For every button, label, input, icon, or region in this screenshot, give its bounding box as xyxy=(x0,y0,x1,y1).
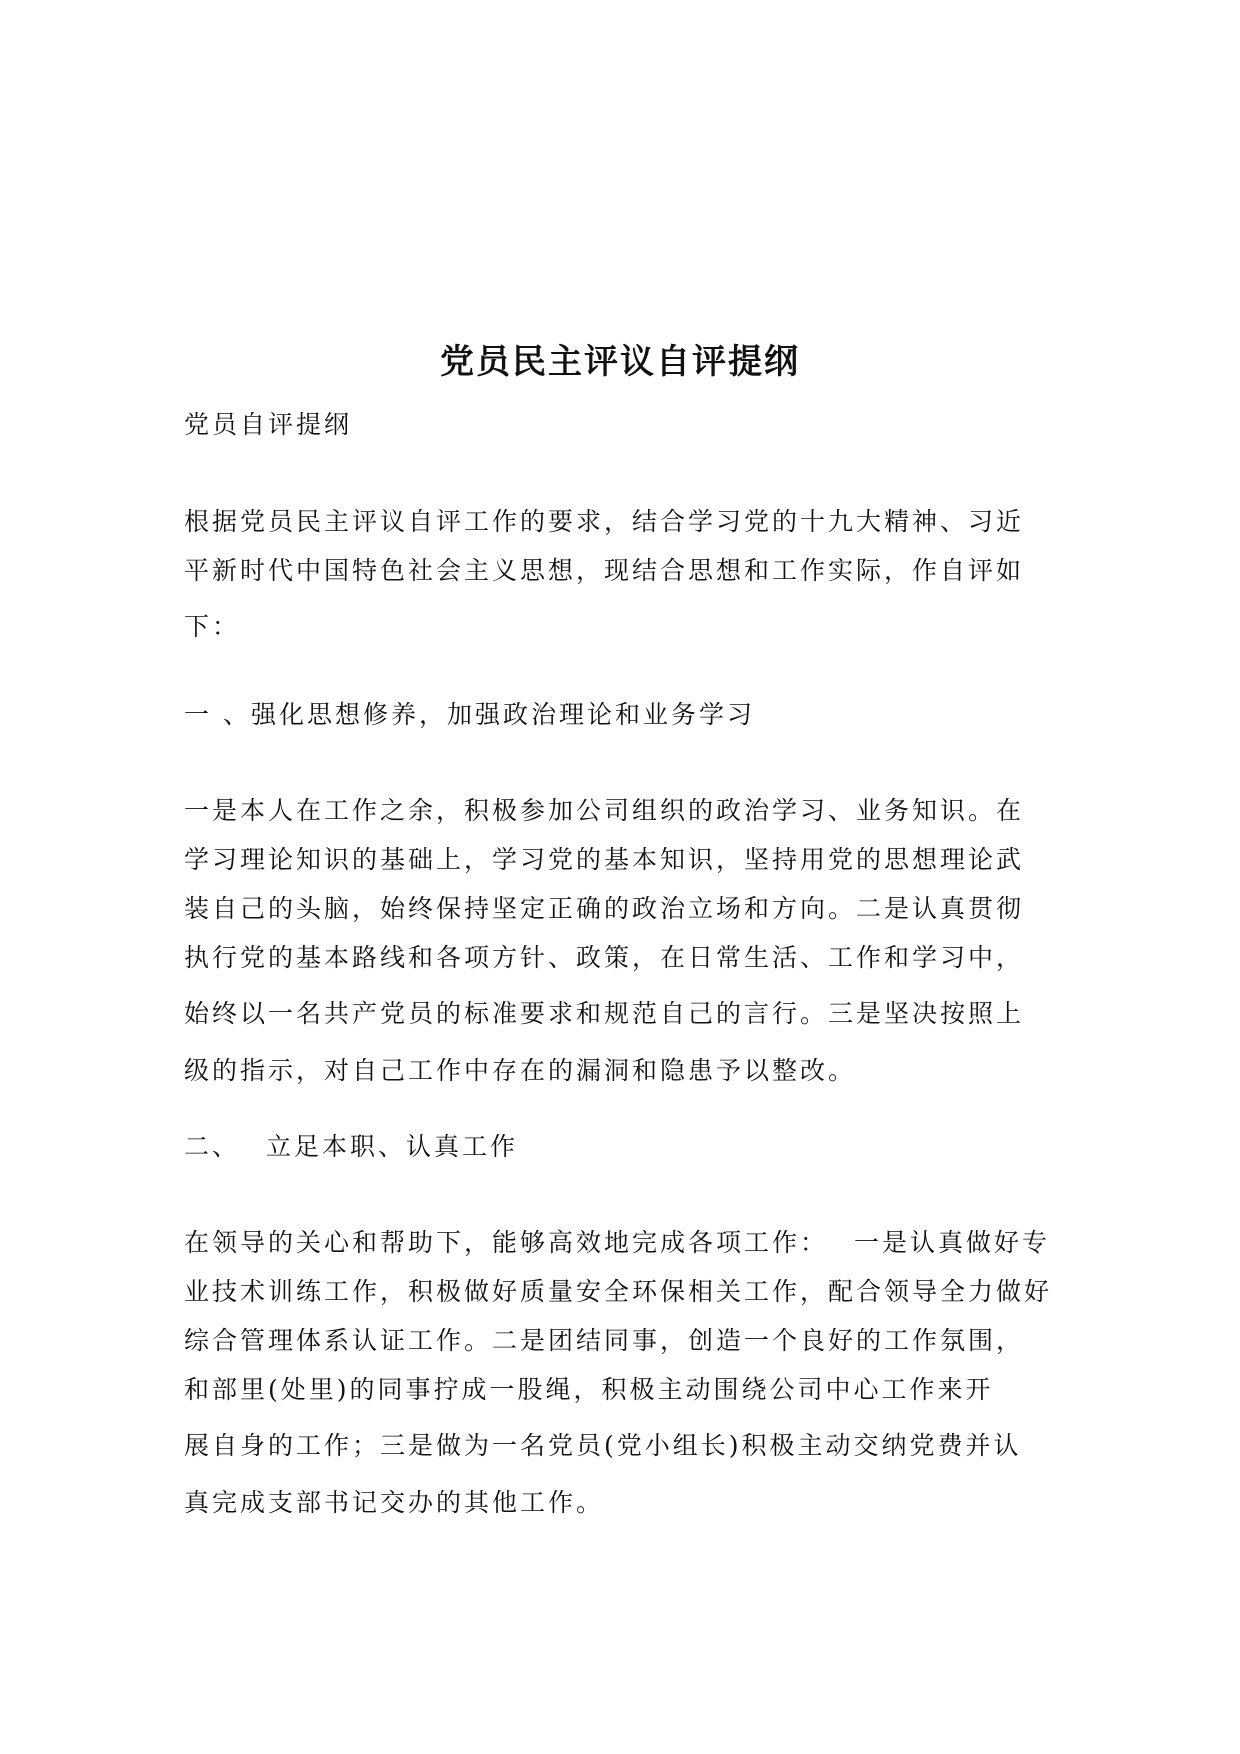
section-2-line-2: 业技术训练工作，积极做好质量安全环保相关工作，配合领导全力做好 xyxy=(184,1277,1053,1306)
document-subtitle xyxy=(184,400,1064,449)
section-1-line-5: 始终以一名共产党员的标准要求和规范自己的言行。三是坚决按照上 xyxy=(184,999,1025,1028)
intro-line-1: 根据党员民主评议自评工作的要求，结合学习党的十九大精神、习近 xyxy=(184,507,1025,536)
section-2-heading-line xyxy=(184,1122,1064,1171)
section-2-line-4: 和部里(处里)的同事拧成一股绳，积极主动围绕公司中心工作来开 xyxy=(184,1375,994,1404)
intro-line-2: 平新时代中国特色社会主义思想，现结合思想和工作实际，作自评如 xyxy=(184,556,1025,585)
subtitle-line: 党员自评提纲 xyxy=(184,410,353,439)
section-2-line-3: 综合管理体系认证工作。二是团结同事，创造一个良好的工作氛围， xyxy=(184,1326,1025,1355)
section-1-line-1: 一是本人在工作之余，积极参加公司组织的政治学习、业务知识。在 xyxy=(184,796,1025,825)
section-1-line-3: 装自己的头脑，始终保持坚定正确的政治立场和方向。二是认真贯彻 xyxy=(184,894,1025,923)
intro-line-3: 下： xyxy=(184,612,241,641)
section-2-line-1-part-2: 一是认真做好专 xyxy=(854,1228,1051,1257)
section-2-heading-text: 立足本职、认真工作 xyxy=(266,1132,519,1161)
section-2-paragraph xyxy=(184,1218,1064,1527)
section-2-line-1 xyxy=(184,1218,1064,1267)
section-2-heading-number: 二、 xyxy=(184,1132,241,1161)
section-2-line-6: 真完成支部书记交办的其他工作。 xyxy=(184,1488,605,1517)
section-1-line-2: 学习理论知识的基础上，学习党的基本知识，坚持用党的思想理论武 xyxy=(184,845,1025,874)
document-title: 党员民主评议自评提纲 xyxy=(440,342,800,382)
intro-paragraph xyxy=(184,497,1064,659)
section-1-heading xyxy=(184,690,1064,739)
section-2-line-5: 展自身的工作；三是做为一名党员(党小组长)积极主动交纳党费并认 xyxy=(184,1431,1022,1460)
section-1-heading-text: 一 、强化思想修养，加强政治理论和业务学习 xyxy=(184,700,755,729)
section-1-line-6: 级的指示，对自己工作中存在的漏洞和隐患予以整改。 xyxy=(184,1056,857,1085)
section-1-paragraph xyxy=(184,786,1064,1095)
section-2-heading xyxy=(184,1122,1064,1171)
section-1-line-4: 执行党的基本路线和各项方针、政策，在日常生活、工作和学习中， xyxy=(184,943,1025,972)
section-2-line-1-part-1: 在领导的关心和帮助下，能够高效地完成各项工作： xyxy=(184,1228,829,1257)
